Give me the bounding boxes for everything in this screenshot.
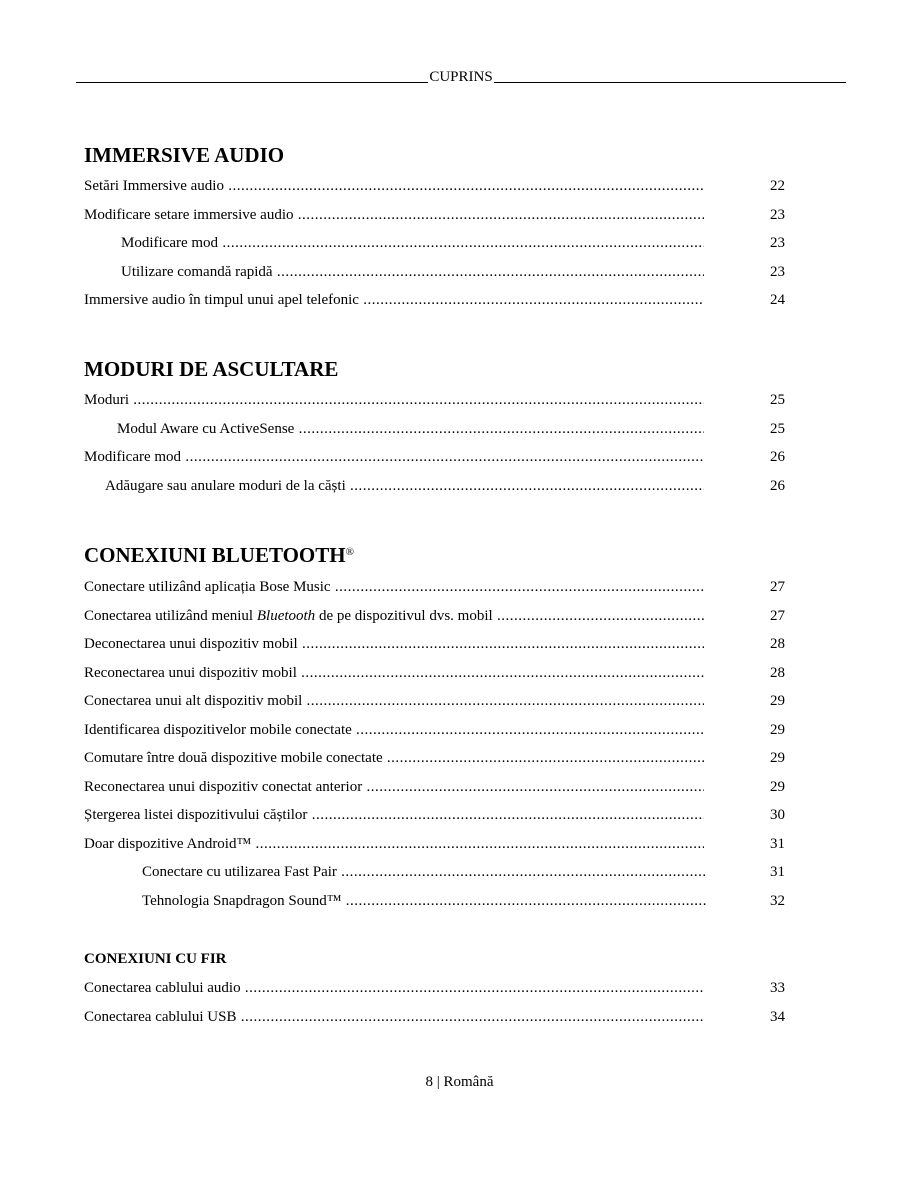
page-number: 29 <box>770 693 785 709</box>
page-number: 26 <box>770 449 785 465</box>
page-number: 31 <box>770 864 785 880</box>
page-number: 33 <box>770 980 785 996</box>
toc-entry[interactable]: Utilizare comandă rapidă ..... 23 <box>84 263 804 292</box>
toc-entry[interactable]: Deconectarea unui dispozitiv mobil ..... 28 <box>84 635 804 664</box>
header-rule-right <box>494 68 846 83</box>
toc-entry[interactable]: Doar dispozitive Android™ ..... 31 <box>84 835 804 864</box>
page-number: 24 <box>770 292 785 308</box>
page-number: 27 <box>770 579 785 595</box>
section-title: IMMERSIVE AUDIO <box>84 143 285 167</box>
page-number: 31 <box>770 835 785 852</box>
toc-entry[interactable]: Conectare cu utilizarea Fast Pair ..... 31 <box>84 863 804 892</box>
toc-entry[interactable]: Conectare utilizând aplicația Bose Music ..... 27 <box>84 578 804 607</box>
toc-entry[interactable]: Reconectarea unui dispozitiv conectat anterior ..... 29 <box>84 778 804 807</box>
page-number: 22 <box>770 178 785 194</box>
toc-section-moduri-de-ascultare <box>84 357 804 505</box>
toc-entry[interactable]: Moduri ..... 25 <box>84 391 804 420</box>
page-number: 27 <box>770 607 785 624</box>
toc-section-conexiuni-cu-fir <box>84 950 804 1036</box>
page-number: 26 <box>770 477 785 494</box>
page-number: 28 <box>770 636 785 652</box>
page-footer: 8 | Română <box>425 1074 494 1090</box>
page-number: 23 <box>770 206 785 223</box>
page-number: 32 <box>770 892 785 909</box>
toc-entry[interactable]: Ștergerea listei dispozitivului căștilor ..... 30 <box>84 806 804 835</box>
section-title: CONEXIUNI CU FIR <box>84 951 227 967</box>
toc-entry[interactable]: Conectarea utilizând meniul Bluetooth de pe dispozitivul dvs. mobil ..... 27 <box>84 607 804 636</box>
page-number: 29 <box>770 750 785 766</box>
toc-entry[interactable]: Immersive audio în timpul unui apel telefonic ..... 24 <box>84 291 804 320</box>
toc-section-immersive-audio <box>84 143 804 320</box>
toc-entry[interactable]: Modul Aware cu ActiveSense ..... 25 <box>84 420 804 449</box>
section-title: CONEXIUNI BLUETOOTH® <box>84 543 354 567</box>
page-header <box>76 68 846 83</box>
toc-section-conexiuni-bluetooth <box>84 543 804 920</box>
toc-entry[interactable]: Setări Immersive audio ..... 22 <box>84 177 804 206</box>
toc-entry[interactable]: Conectarea cablului audio ..... 33 <box>84 979 804 1008</box>
toc-entry[interactable]: Conectarea cablului USB ..... 34 <box>84 1008 804 1037</box>
toc-entry[interactable]: Identificarea dispozitivelor mobile conectate ..... 29 <box>84 721 804 750</box>
page-number: 25 <box>770 420 785 437</box>
header-title: CUPRINS <box>429 69 493 85</box>
registered-mark: ® <box>345 546 354 558</box>
toc-entry[interactable]: Modificare mod ..... 26 <box>84 448 804 477</box>
page-number: 29 <box>770 721 785 738</box>
toc-entry[interactable]: Conectarea unui alt dispozitiv mobil ..... 29 <box>84 692 804 721</box>
section-title: MODURI DE ASCULTARE <box>84 357 339 381</box>
toc-entry[interactable]: Comutare între două dispozitive mobile conectate ..... 29 <box>84 749 804 778</box>
page-number: 23 <box>770 263 785 280</box>
page-number: 23 <box>770 235 785 251</box>
page-number: 28 <box>770 664 785 681</box>
toc-entry[interactable]: Adăugare sau anulare moduri de la căști ..... 26 <box>84 477 804 506</box>
header-rule-left <box>76 68 428 83</box>
page-number: 25 <box>770 392 785 408</box>
toc-entry[interactable]: Modificare mod ..... 23 <box>84 234 804 263</box>
toc-entry[interactable]: Modificare setare immersive audio ..... 23 <box>84 206 804 235</box>
page-number: 34 <box>770 1008 785 1025</box>
page-number: 30 <box>770 807 785 823</box>
page-number: 29 <box>770 778 785 795</box>
toc-entry[interactable]: Tehnologia Snapdragon Sound™ ..... 32 <box>84 892 804 921</box>
toc-entry[interactable]: Reconectarea unui dispozitiv mobil ..... 28 <box>84 664 804 693</box>
